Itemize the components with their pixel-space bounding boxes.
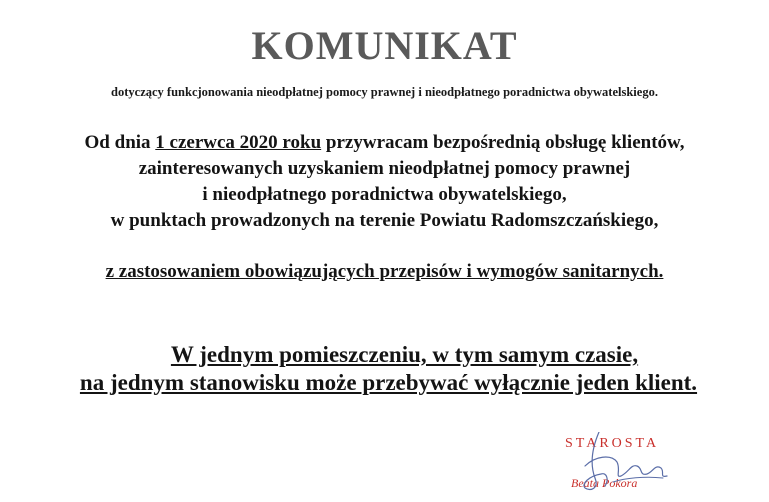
stamp-name: Beata Pokora xyxy=(571,476,638,490)
notice-line-2: na jednym stanowisku może przebywać wyłącznie jeden klient. xyxy=(79,370,698,395)
notice-line-1: W jednym pomieszczeniu, w tym samym czasie, xyxy=(170,342,639,367)
starosta-stamp xyxy=(555,432,695,498)
announcement-body xyxy=(0,130,769,234)
sanitary-requirements-line: z zastosowaniem obowiązujących przepisów i wymogów sanitarnych. xyxy=(105,261,664,282)
body-line-2: zainteresowanych uzyskaniem nieodpłatnej pomocy prawnej xyxy=(138,158,631,179)
document-subtitle: dotyczący funkcjonowania nieodpłatnej pomocy prawnej i nieodpłatnego poradnictwa obywatelskiego. xyxy=(111,85,658,99)
handwritten-signature xyxy=(555,432,695,498)
document-title: KOMUNIKAT xyxy=(251,23,518,68)
body-line-1-prefix: Od dnia xyxy=(84,132,156,153)
stamp-title: STAROSTA xyxy=(565,436,660,451)
effective-date: 1 czerwca 2020 roku xyxy=(155,132,322,153)
body-line-3: i nieodpłatnego poradnictwa obywatelskiego, xyxy=(202,184,567,205)
body-line-1 xyxy=(0,130,769,156)
body-line-1-suffix: przywracam bezpośrednią obsługę klientów, xyxy=(321,132,685,153)
body-line-4: w punktach prowadzonych na terenie Powiatu Radomszczańskiego, xyxy=(110,210,659,231)
single-client-notice xyxy=(0,341,769,397)
